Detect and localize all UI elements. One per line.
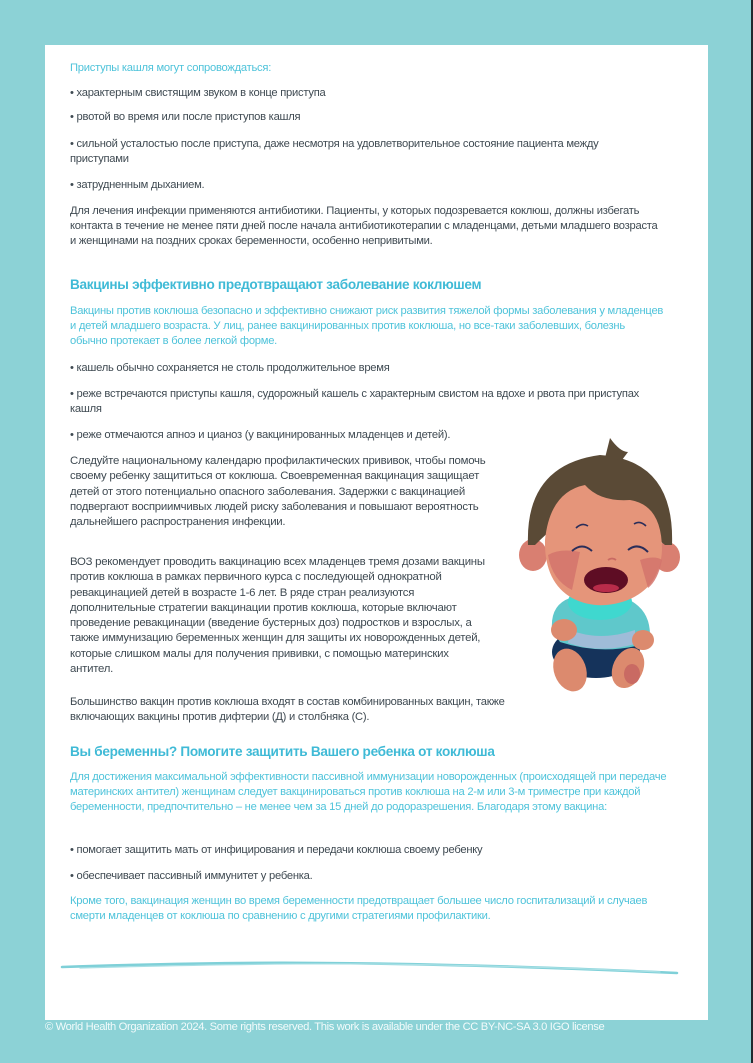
calendar-paragraph: Следуйте национальному календарю профилактических прививок, чтобы помочь своему ребенку защититься от коклюша. Своевременная вакцинация защищает детей от этого потенциально опасного заболевания. Задержки с вакцинацией подвергают восприимчивых людей риску заболевания и повышают вероятность дальнейшего распространения инфекции. xyxy=(70,455,486,529)
pregnant-closing: Кроме того, вакцинация женщин во время беременности предотвращает большее число госпитализаций и случаев смерти младенцев от коклюша по сравнению с другими стратегиями профилактики. xyxy=(70,895,648,923)
pregnant-bullet-2: • обеспечивает пассивный иммунитет у ребенка. xyxy=(70,870,313,882)
copyright-footer: © World Health Organization 2024. Some rights reserved. This work is available under the CC BY-NC-SA 3.0 IGO license xyxy=(45,1021,605,1033)
who-recommendation-paragraph: ВОЗ рекомендует проводить вакцинацию всех младенцев тремя дозами вакцины против коклюша в рамках первичного курса с последующей однократной ревакцинацией детей в возрасте 1-6 лет. В ряде стран реализуются дополнительные стратегии вакцинации против коклюша, которые включают проведение ревакцинации (введение бустерных доз) подростков и взрослых, а также иммунизацию беременных женщин для защиты их новорожденных детей, которые слишком малы для получения прививки, с помощью материнских антител. xyxy=(70,556,485,676)
intro-title: Приступы кашля могут сопровождаться: xyxy=(70,62,272,74)
crying-baby-illustration xyxy=(500,430,690,700)
vaccines-bullet-3: • реже отмечаются апноэ и цианоз (у вакцинированных младенцев и детей). xyxy=(70,429,451,441)
treatment-paragraph: Для лечения инфекции применяются антибиотики. Пациенты, у которых подозревается коклюш, должны избегать контакта в течение не менее пяти дней после начала антибиотикотерапии с младенцами, детьми младшего возраста и женщинами на поздних сроках беременности, особенно непривитыми. xyxy=(70,205,658,248)
vaccines-bullet-1: • кашель обычно сохраняется не столь продолжительное время xyxy=(70,362,390,374)
vaccines-lead: Вакцины против коклюша безопасно и эффективно снижают риск развития тяжелой формы заболевания у младенцев и детей младшего возраста. У лиц, ранее вакцинированных против коклюша, но все-таки заболевших, болезнь обычно протекает в более легкой форме. xyxy=(70,305,664,348)
combined-vaccines-paragraph: Большинство вакцин против коклюша входят в состав комбинированных вакцин, также включающих вакцины против дифтерии (Д) и столбняка (С). xyxy=(70,696,505,724)
intro-bullet-2: • рвотой во время или после приступов кашля xyxy=(70,111,301,123)
baby-right-hand xyxy=(632,630,654,650)
intro-bullet-4: • затрудненным дыханием. xyxy=(70,179,205,191)
pregnant-bullet-1: • помогает защитить мать от инфицирования и передачи коклюша своему ребенку xyxy=(70,844,483,856)
baby-left-hand xyxy=(551,619,577,641)
pregnant-lead: Для достижения максимальной эффективности пассивной иммунизации новорожденных (происходящей при передаче материнских антител) женщинам следует вакцинироваться против коклюша на 2-м или 3-м триместре при каждой беременности, предпочтительно – не менее чем за 15 дней до родоразрешения. Благодаря этому вакцина: xyxy=(70,771,667,814)
section-heading-pregnant: Вы беременны? Помогите защитить Вашего ребенка от коклюша xyxy=(70,744,495,759)
intro-bullet-1: • характерным свистящим звуком в конце приступа xyxy=(70,87,326,99)
brush-divider xyxy=(60,957,680,977)
intro-bullet-3: • сильной усталостью после приступа, даже несмотря на удовлетворительное состояние пациента между приступами xyxy=(70,138,599,166)
vaccines-bullet-2: • реже встречаются приступы кашля, судорожный кашель с характерным свистом на вдохе и рвота при приступах кашля xyxy=(70,388,640,416)
section-heading-vaccines: Вакцины эффективно предотвращают заболевание коклюшем xyxy=(70,277,482,292)
document-page xyxy=(45,45,708,1020)
